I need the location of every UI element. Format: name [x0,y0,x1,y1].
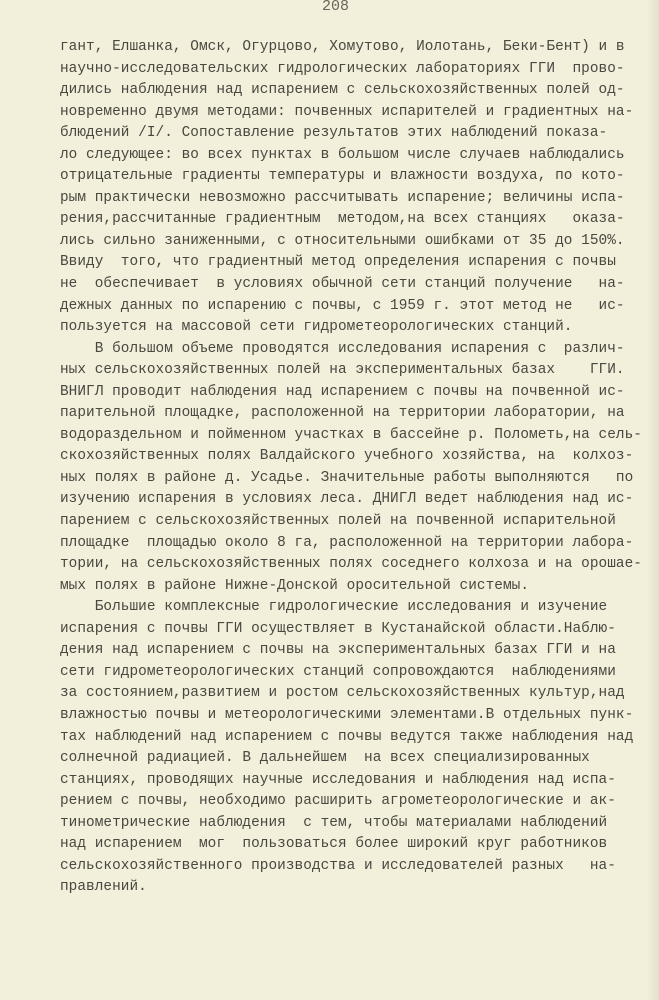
text-line: скохозяйственных полях Валдайского учебного хозяйства, на колхоз- [60,448,634,465]
text-line: новременно двумя методами: почвенных испарителей и градиентных на- [60,103,634,120]
text-line: за состоянием,развитием и ростом сельскохозяйственных культур,над [60,685,625,702]
page-edge-shadow [647,0,659,1000]
text-line: мых полях в районе Нижне-Донской оросительной системы. [60,577,530,594]
text-line: тах наблюдений над испарением с почвы ведутся также наблюдения над [60,728,634,745]
text-line: блюдений /I/. Сопоставление результатов этих наблюдений показа- [60,125,608,142]
text-line: ных сельскохозяйственных полей на экспериментальных базах ГГИ. [60,362,625,379]
text-line: рения,рассчитанные градиентным методом,на всех станциях оказа- [60,211,625,228]
text-line: сельскохозяйственного производства и исследователей разных на- [60,857,616,874]
text-line: рением с почвы, необходимо расширить агрометеорологические и ак- [60,793,616,810]
text-line: площадке площадью около 8 га, расположенной на территории лабора- [60,534,634,551]
text-line: пользуется на массовой сети гидрометеорологических станций. [60,319,573,336]
text-line: парением с сельскохозяйственных полей на почвенной испарительной [60,513,616,530]
text-line: водораздельном и пойменном участках в бассейне р. Полометь,на сель- [60,426,642,443]
text-line: гант, Елшанка, Омск, Огурцово, Хомутово, Иолотань, Беки-Бент) и в [60,39,625,55]
text-line: отрицательные градиенты температуры и влажности воздуха, по кото- [60,168,625,185]
page-number: 208 [322,0,350,15]
text-line: дились наблюдения над испарением с сельскохозяйственных полей од- [60,82,625,99]
text-line: дения над испарением с почвы на экспериментальных базах ГГИ и на [60,642,616,659]
document-body [60,37,640,899]
text-line: ных полях в районе д. Усадье. Значительные работы выполняются по [60,469,634,486]
text-line: сети гидрометеорологических станций сопровождаются наблюдениями [60,663,616,680]
text-line: изучению испарения в условиях леса. ДНИГЛ ведет наблюдения над ис- [60,491,634,508]
text-line: тории, на сельскохозяйственных полях соседнего колхоза и на орошае- [60,556,642,573]
text-line: влажностью почвы и метеорологическими элементами.В отдельных пунк- [60,706,634,723]
text-line: станциях, проводящих научные исследования и наблюдения над испа- [60,771,616,788]
text-line: дежных данных по испарению с почвы, с 1959 г. этот метод не ис- [60,297,625,314]
text-line: правлений. [60,879,147,896]
text-line: испарения с почвы ГГИ осуществляет в Кустанайской области.Наблю- [60,620,616,637]
text-line: В большом объеме проводятся исследования испарения с различ- [60,340,625,357]
text-line: не обеспечивает в условиях обычной сети станций получение на- [60,276,625,293]
text-line: Ввиду того, что градиентный метод определения испарения с почвы [60,254,616,271]
text-line: тинометрические наблюдения с тем, чтобы материалами наблюдений [60,814,608,831]
text-line: ло следующее: во всех пунктах в большом числе случаев наблюдались [60,146,625,163]
text-line: рым практически невозможно рассчитывать испарение; величины испа- [60,189,625,206]
text-line: лись сильно заниженными, с относительными ошибками от 35 до 150%. [60,232,625,249]
text-line: Большие комплексные гидрологические исследования и изучение [60,599,608,616]
text-line: солнечной радиацией. В дальнейшем на всех специализированных [60,750,590,767]
text-line: над испарением мог пользоваться более широкий круг работников [60,836,608,853]
text-line: парительной площадке, расположенной на территории лаборатории, на [60,405,625,422]
text-line: ВНИГЛ проводит наблюдения над испарением с почвы на почвенной ис- [60,383,625,400]
text-line: научно-исследовательских гидрологических лабораториях ГГИ прово- [60,60,625,77]
